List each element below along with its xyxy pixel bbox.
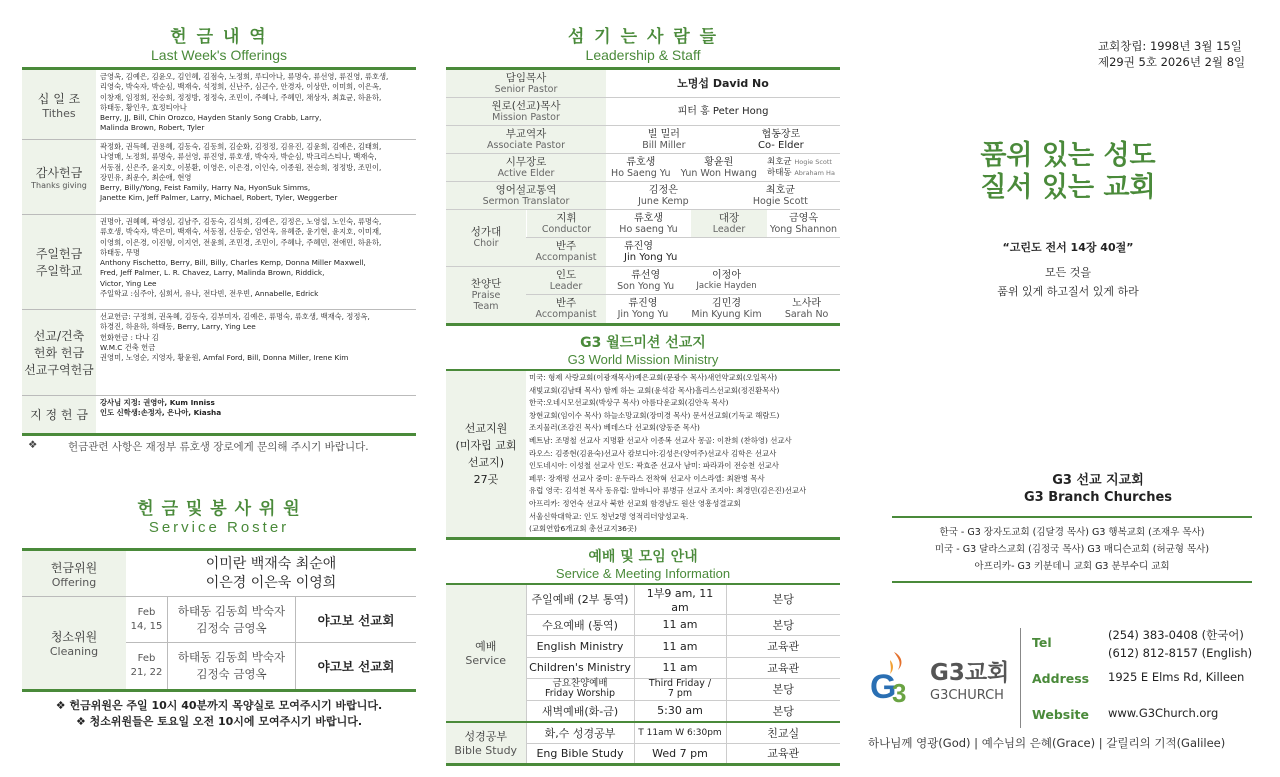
service-time: 1부9 am, 11 am bbox=[634, 584, 726, 615]
offering-committee-label: 헌금위원 Offering bbox=[22, 551, 126, 596]
cleaning-rows bbox=[126, 597, 416, 689]
offerings-title: 헌 금 내 역 bbox=[170, 27, 268, 47]
motto: 품위 있는 성도 질서 있는 교회 bbox=[980, 140, 1156, 203]
services-table bbox=[446, 583, 840, 767]
choir-label: 성가대 Choir bbox=[446, 210, 526, 266]
middle-column bbox=[446, 0, 840, 766]
leadership-table bbox=[446, 67, 840, 326]
contact-labels: Tel Address Website bbox=[1032, 635, 1090, 722]
offering-names: 금영옥, 김예은, 김윤오, 김인혜, 김점숙, 노정희, 루디아나, 류명숙, 류선영, 류진영, 류호생, 리영숙, 박숙자, 박순심, 백재숙, 석정희, 신난주, 심근수, 안경자, 이상만, 이미희, 이은옥, 이창재, 임정희, 전승희, 정정방, 정정숙, 조민이, 주혜나, 주혜민, 채상자, 최효균, 하윤하, 하태동, 황인우, 효정티아나 Berry, JJ, Bill, Chin Orozco, Hayden Stanly Song Crabb, Larry, Malinda Brown, Robert, Tyler bbox=[100, 72, 389, 133]
leadership-title: 섬 기 는 사 람 들 bbox=[567, 27, 719, 47]
tel-korean: (254) 383-0408 (한국어) bbox=[1108, 628, 1244, 642]
senior-pastor-label: 담임목사 Senior Pastor bbox=[446, 70, 606, 97]
service-name: Children's Ministry bbox=[526, 657, 634, 679]
service-place: 교육관 bbox=[726, 636, 840, 658]
g3-logo bbox=[868, 648, 1018, 708]
cleaning-date: Feb 21, 22 bbox=[126, 643, 168, 689]
mission-pastor-label: 원로(선교)목사 Mission Pastor bbox=[446, 98, 606, 125]
praise-accompanist-names: 류진영 Jin Yong Yu 김민경 Min Kyung Kim 노사라 Sarah No bbox=[617, 298, 829, 320]
website-link[interactable]: www.G3Church.org bbox=[1108, 706, 1219, 720]
choir-leader-label: 대장 Leader bbox=[691, 210, 767, 237]
study-time: Wed 7 pm bbox=[634, 743, 726, 765]
sermon-translator-label: 영어설교통역 Sermon Translator bbox=[446, 182, 606, 209]
footer-slogan: 하나님께 영광(God) | 예수님의 은혜(Grace) | 갈릴리의 기적(Galilee) bbox=[868, 736, 1226, 750]
choir-leader-name: 금영옥 Yong Shannon bbox=[769, 212, 838, 235]
offering-category: 십 일 조 Tithes bbox=[22, 70, 96, 139]
address: 1925 E Elms Rd, Killeen bbox=[1108, 670, 1245, 684]
offering-committee-names: 이미란 백재숙 최순애 이은경 이은욱 이영희 bbox=[205, 555, 337, 591]
mission-title: G3 월드미션 선교지 bbox=[580, 335, 706, 351]
praise-leader-names: 류선영 Son Yong Yu 이정아 Jackie Hayden bbox=[617, 269, 757, 292]
active-elder-names: 류호생 Ho Saeng Yu 황윤원 Yun Won Hwang 최호균 Hogie Scott 하태동 Abraham Ha bbox=[611, 156, 835, 179]
offering-category: 감사헌금 Thanks giving bbox=[22, 140, 96, 214]
study-name: 화,수 성경공부 bbox=[526, 722, 634, 744]
offering-category: 선교/건축 헌화 헌금 선교구역헌금 bbox=[22, 310, 96, 395]
logo-text-en: G3CHURCH bbox=[930, 688, 1004, 703]
offerings-note: ❖ 헌금관련 사항은 재정부 류호생 장로에게 문의해 주시기 바랍니다. bbox=[28, 439, 369, 453]
cleaning-committee-label: 청소위원 Cleaning bbox=[22, 597, 126, 689]
offering-row bbox=[22, 215, 416, 310]
bible-study-label: 성경공부 Bible Study bbox=[446, 722, 526, 765]
offering-category: 지 정 헌 금 bbox=[22, 396, 96, 433]
service-place: 교육관 bbox=[726, 657, 840, 679]
study-row bbox=[446, 722, 840, 744]
cleaning-row bbox=[126, 643, 416, 689]
offering-row bbox=[22, 70, 416, 140]
sermon-translator-names: 김정은 June Kemp 최호균 Hogie Scott bbox=[638, 184, 808, 207]
senior-pastor-name: 노명섭 David No bbox=[677, 77, 769, 90]
g3-logo-icon bbox=[868, 650, 918, 708]
associate-pastor-names: 빌 밀러 Bill Miller 협동장로 Co- Elder bbox=[642, 128, 804, 151]
mission-pastor-name: 피터 홍 Peter Hong bbox=[677, 106, 769, 117]
praise-leader-label: 인도 Leader bbox=[526, 267, 606, 294]
service-time: 5:30 am bbox=[634, 700, 726, 722]
service-time: 11 am bbox=[634, 614, 726, 636]
offering-names: 권명아, 권혜혜, 곽영심, 김남주, 김동숙, 김석희, 김예은, 김정은, 노영섭, 노인숙, 류명숙, 류호생, 박숙자, 박은미, 백재숙, 서동점, 신동순, 엄연욱, 유혜준, 윤기현, 윤지호, 이미재, 이영희, 이은경, 이진형, 이지연, 전윤희, 조민경, 조민이, 주혜나, 주혜민, 전애민, 하윤하, 하태동, 무명 Anthony Fischetto, Berry, Bill, Billy, Charles Kemp, Donna Miller Maxwell, Fred, Jeff Palmer, L. R. Chavez, Larry, Malinda Brown, Riddick, Victor, Ying Lee 주일학교 :심주아, 심희서, 유나, 전다빈, 전우빈, Annabelle, Edrick bbox=[100, 217, 382, 299]
service-name: English Ministry bbox=[526, 636, 634, 658]
branch-title: G3 선교 지교회 G3 Branch Churches bbox=[1023, 473, 1173, 505]
accompanist-label: 반주 Accompanist bbox=[526, 238, 606, 266]
cleaning-group: 야고보 선교회 bbox=[317, 659, 395, 674]
service-place: 본당 bbox=[726, 614, 840, 636]
offering-names: 강사님 지정: 권영아, Kum Inniss 인도 신학생:손정자, 은나아, Kiasha bbox=[100, 398, 222, 418]
cleaning-row bbox=[126, 597, 416, 643]
offerings-table bbox=[22, 67, 416, 436]
services-title: 예배 및 모임 안내 bbox=[588, 548, 698, 565]
cleaning-names: 하태동 김동희 박숙자 김정숙 금영옥 bbox=[168, 597, 296, 642]
cleaning-names: 하태동 김동희 박숙자 김정숙 금영옥 bbox=[168, 643, 296, 689]
service-place: 본당 bbox=[726, 700, 840, 722]
offering-names: 곽정화, 권득혜, 권용혜, 김동숙, 김동희, 김순화, 김정정, 김유진, 김윤희, 김예은, 김태희, 나영매, 노정희, 류명숙, 류선영, 류진영, 류호생, 박숙자, 박순심, 박크리스티나, 백재숙, 서동점, 신은주, 윤지호, 이봉환, 이영은, 이은경, 이인숙, 이종원, 전승희, 정정방, 조민이, 장민유, 최운수, 최순애, 현영 Berry, Billy/Yong, Feist Family, Harry Na, HyonSuk Simms, Janette Kim, Jeff Palmer, Larry, Michael, Robert, Tyler, Weggerber bbox=[100, 142, 382, 203]
offering-category: 주일헌금 주일학교 bbox=[22, 215, 96, 309]
service-time: 11 am bbox=[634, 657, 726, 679]
offering-row bbox=[22, 310, 416, 396]
associate-pastor-label: 부교역자 Associate Pastor bbox=[446, 126, 606, 153]
service-name: 수요예배 (통역) bbox=[526, 614, 634, 636]
service-name: 금요찬양예배 Friday Worship bbox=[526, 679, 634, 701]
church-info bbox=[1098, 38, 1245, 70]
offering-row bbox=[22, 396, 416, 436]
mission-support-label: 선교지원 (미자립 교회 선교지) 27곳 bbox=[446, 371, 526, 537]
mission-table bbox=[446, 369, 840, 540]
study-place: 친교실 bbox=[726, 722, 840, 744]
study-place: 교육관 bbox=[726, 743, 840, 765]
active-elder-label: 시무장로 Active Elder bbox=[446, 154, 606, 181]
bible-verse: “고린도 전서 14장 40절” 모든 것을 품위 있게 하고질서 있게 하라 bbox=[997, 241, 1139, 298]
praise-accompanist-label: 반주 Accompanist bbox=[526, 295, 606, 323]
svg-text:3: 3 bbox=[892, 678, 907, 708]
tel-english: (612) 812-8157 (English) bbox=[1108, 646, 1253, 660]
mission-subtitle: G3 World Mission Ministry bbox=[567, 352, 719, 367]
praise-team-label: 찬양단 Praise Team bbox=[446, 267, 526, 323]
study-name: Eng Bible Study bbox=[526, 743, 634, 765]
accompanist-name: 류진영 Jin Yong Yu bbox=[624, 241, 678, 263]
service-row bbox=[446, 584, 840, 615]
service-time: 11 am bbox=[634, 636, 726, 658]
left-column bbox=[22, 0, 416, 728]
mission-list: 미국: 형제 사랑교회(이광재목사)예은교회(문광수 목사)새언약교회(오일목사) 새빛교회(김남태 목사) 함께 하는 교회(윤석감 목사)흘리스선교회(정진환목사) 한국:오네시모선교회(박상구 목사) 아름다운교회(김안욱 목사) 창현교회(임이수 목사) 하늘소망교회(장미경 목사) 문서선교회(기독교 해람드) 조지물러(조감진 목사) 베데스다 선교회(양동준 목사) 베트남: 조명철 선교사 지명환 선교사 이종복 선교사 몽골: 이찬희 (찬하영) 선교사 라오스: 김종현(김윤숙)선교사 캄보디아:김성은(양여주)선교사 김학은 선교사 인도네시아: 이성철 선교사 인도: 곽효준 선교사 남미: 파라과이 전승천 선교사 페루: 장재평 선교사 중미: 운두라스 전착혁 선교사 이스라엘: 최완병 목사 유럽 영국: 김석천 목사 동유럽: 알바니아 류병규 선교사 조지아: 최경민(김은진)선교사 아프리카: 정연숙 선교사 북한 선교회 함경남도 원산 영흥성결교회 서울신학대학교: 인도 청년2명 영적리더양성교육. (교회연합6개교회 총선교지36곳) bbox=[529, 373, 807, 534]
conductor-label: 지휘 Conductor bbox=[526, 210, 606, 237]
branch-churches: 한국 - G3 장자도교회 (김달경 목사) G3 행복교회 (조재우 목사) 미국 - G3 달라스교회 (김정국 목사) G3 매디슨교회 (허균형 목사) 아프리카- G3 키분데니 교회 G3 분부수디 교회 bbox=[892, 516, 1252, 583]
services-subtitle: Service & Meeting Information bbox=[555, 565, 731, 581]
roster-notes: ❖ 헌금위원은 주일 10시 40분까지 목양실로 모여주시기 바랍니다. ❖ 청소위원들은 토요일 오전 10시에 모여주시기 바랍니다. bbox=[55, 699, 383, 728]
logo-text-ko: G3교회 bbox=[930, 660, 1010, 686]
offering-row bbox=[22, 140, 416, 215]
cleaning-date: Feb 14, 15 bbox=[126, 597, 168, 642]
worship-label: 예배 Service bbox=[446, 584, 526, 722]
service-place: 본당 bbox=[726, 584, 840, 615]
roster-subtitle: Service Roster bbox=[148, 519, 290, 536]
service-name: 새벽예배(화-금) bbox=[526, 700, 634, 722]
service-place: 본당 bbox=[726, 679, 840, 701]
roster-table bbox=[22, 548, 416, 692]
svg-text:G: G bbox=[870, 668, 897, 706]
contact-values bbox=[1108, 626, 1252, 722]
leadership-subtitle: Leadership & Staff bbox=[585, 47, 701, 63]
service-name: 주일예배 (2부 통역) bbox=[526, 584, 634, 615]
contact-divider bbox=[1020, 628, 1021, 728]
offerings-subtitle: Last Week's Offerings bbox=[151, 47, 287, 63]
roster-title: 헌 금 및 봉 사 위 원 bbox=[137, 499, 301, 519]
founded-date: 교회창립: 1998년 3월 15일 bbox=[1098, 39, 1242, 53]
conductor-name: 류호생 Ho saeng Yu bbox=[619, 212, 678, 235]
study-time: T 11am W 6:30pm bbox=[634, 722, 726, 744]
issue-info: 제29권 5호 2026년 2월 8일 bbox=[1098, 55, 1246, 69]
offering-names: 선교헌금: 구정희, 권옥혜, 김동숙, 김부미자, 김예은, 류명숙, 류호생, 백재숙, 정정옥, 하경진, 하윤하, 하태동, Berry, Larry, Ying Lee 헌화헌금 : 다나 김 W.M.C 건축 헌금 권영미, 노영순, 지영자, 황윤원, Amfal Ford, Bill, Donna Miller, Irene Kim bbox=[100, 312, 370, 363]
cleaning-group: 야고보 선교회 bbox=[317, 612, 395, 628]
service-time: Third Friday / 7 pm bbox=[634, 679, 726, 701]
